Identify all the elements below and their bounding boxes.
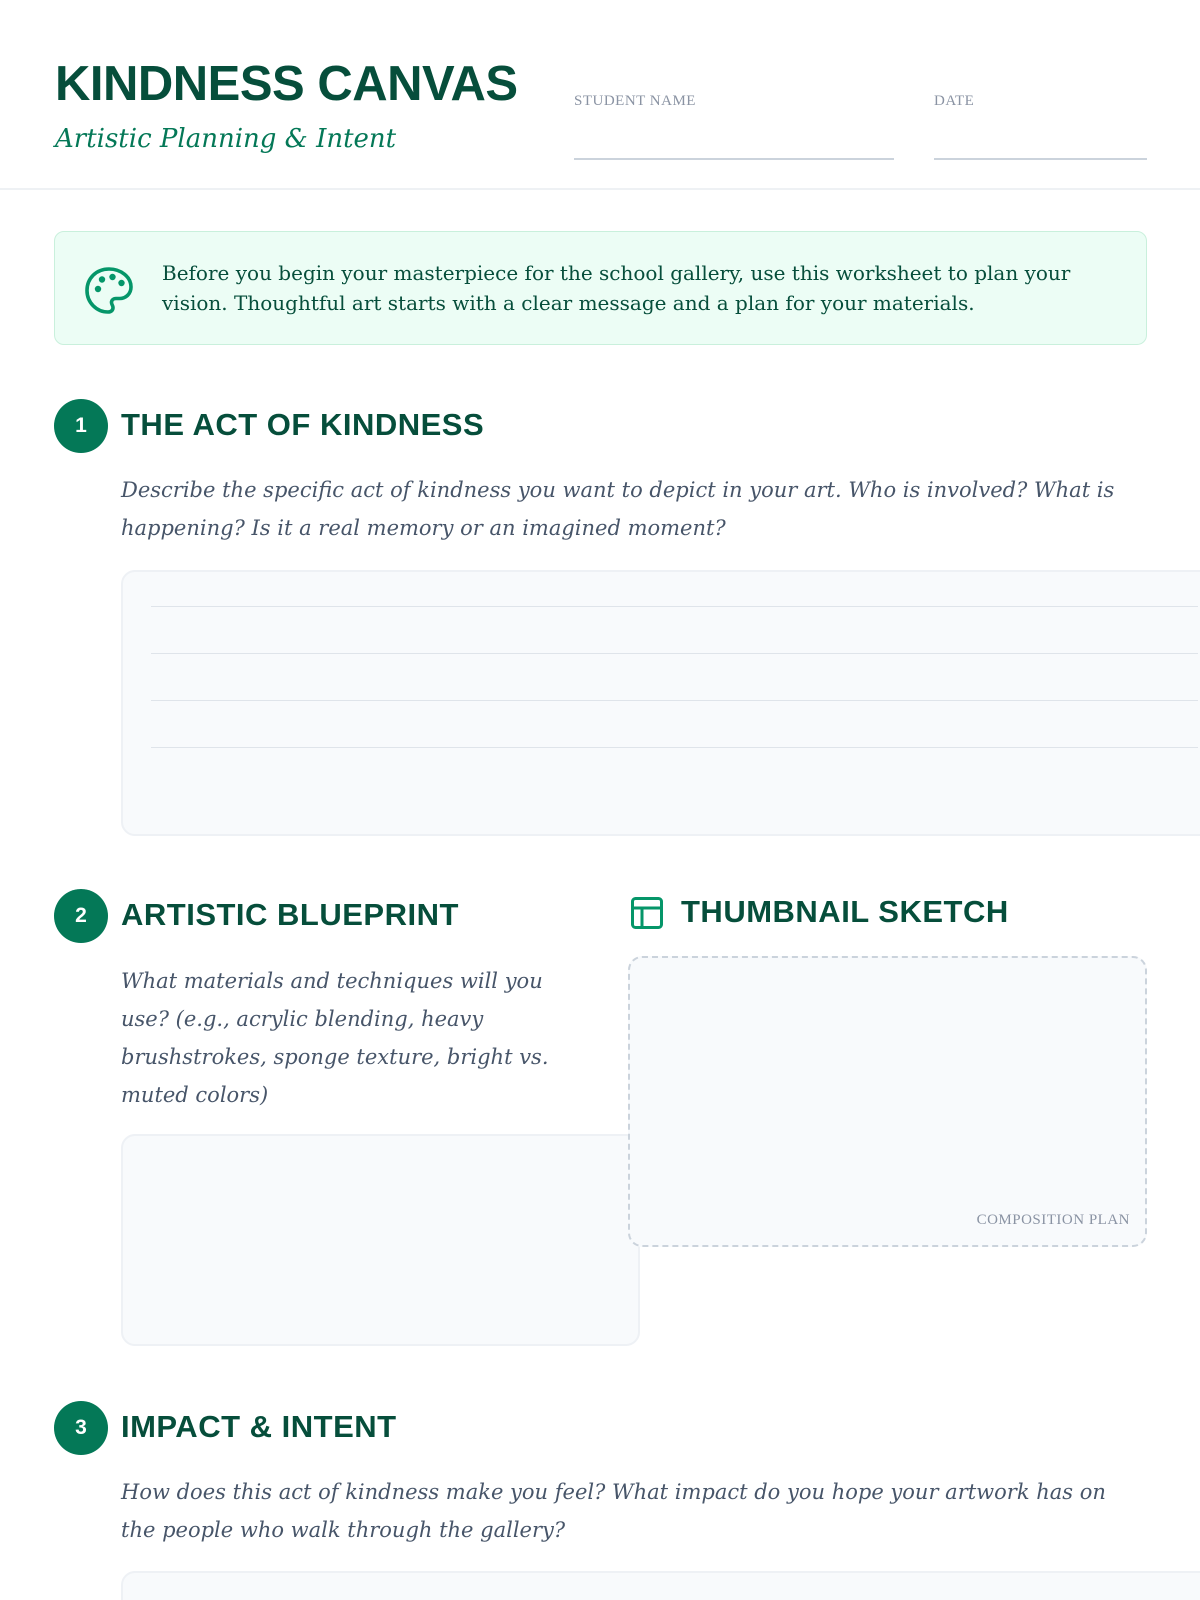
- section-2-title: ARTISTIC BLUEPRINT: [121, 897, 459, 932]
- worksheet-title: KINDNESS CANVAS: [55, 57, 518, 111]
- intro-text: Before you begin your masterpiece for the school gallery, use this worksheet to plan your vision. Thoughtful art starts with a clear message and a plan for your materials.: [162, 261, 1071, 315]
- composition-plan-label: COMPOSITION PLAN: [976, 1212, 1130, 1228]
- worksheet-subtitle: Artistic Planning & Intent: [55, 124, 397, 154]
- date-label: DATE: [934, 93, 975, 109]
- section-2-prompt: What materials and techniques will you use? (e.g., acrylic blending, heavy brushstrokes, sponge texture, bright vs. muted colors): [121, 969, 549, 1107]
- writing-line: [151, 747, 1198, 748]
- impact-intent-answer-box[interactable]: [121, 1571, 1200, 1600]
- date-field[interactable]: [934, 158, 1147, 160]
- act-of-kindness-answer-box[interactable]: [121, 570, 1200, 836]
- thumbnail-sketch-title: THUMBNAIL SKETCH: [681, 894, 1009, 929]
- section-2-number: 2: [54, 889, 108, 943]
- intro-callout: [54, 231, 1147, 345]
- thumbnail-sketch-box[interactable]: [628, 956, 1147, 1247]
- writing-line: [151, 653, 1198, 654]
- section-3-prompt: How does this act of kindness make you feel? What impact do you hope your artwork has on the people who walk through the gallery?: [121, 1480, 1106, 1542]
- section-1-number: 1: [54, 399, 108, 453]
- writing-line: [151, 606, 1198, 607]
- section-3-title: IMPACT & INTENT: [121, 1409, 397, 1444]
- section-1-title: THE ACT OF KINDNESS: [121, 407, 485, 442]
- artistic-blueprint-answer-box[interactable]: [121, 1134, 640, 1346]
- palette-icon: [83, 265, 135, 317]
- writing-line: [151, 700, 1198, 701]
- student-name-field[interactable]: [574, 158, 894, 160]
- worksheet-header: [0, 0, 1200, 190]
- section-1-prompt: Describe the specific act of kindness you want to depict in your art. Who is involved? What is happening? Is it a real memory or an imagined moment?: [121, 478, 1115, 540]
- layout-icon: [630, 896, 664, 930]
- student-name-label: STUDENT NAME: [574, 93, 696, 109]
- section-3-number: 3: [54, 1401, 108, 1455]
